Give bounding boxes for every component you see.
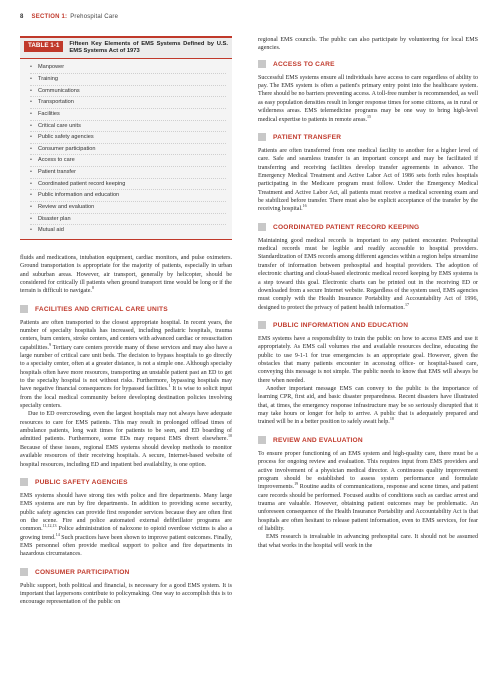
- page-number: 8: [20, 14, 24, 20]
- heading-facilities: FACILITIES AND CRITICAL CARE UNITS: [20, 305, 232, 314]
- heading-marker-icon: [258, 321, 266, 329]
- list-item: • Critical care units: [30, 121, 226, 133]
- intro-paragraph: fluids and medications, intubation equipment, cardiac monitors, and pulse oximeters. Ground transportation is appropriate for the majority of patients, especially in urban and suburban areas. However, air transport, generally by helicopter, should be considered for critically ill patients when ground transport time would be long or if the terrain is difficult to navigate.$^8$: [20, 254, 232, 295]
- list-item: • Public information and education: [30, 190, 226, 202]
- list-item: • Transportation: [30, 97, 226, 109]
- list-item: • Mutual aid: [30, 227, 64, 234]
- list-item: • Review and evaluation: [30, 202, 226, 214]
- heading-marker-icon: [258, 223, 266, 231]
- list-item: • Access to care: [30, 155, 226, 167]
- heading-marker-icon: [258, 60, 266, 68]
- heading-marker-icon: [258, 133, 266, 141]
- facilities-paragraph-2: Due to ED overcrowding, even the largest hospitals may not always have adequate resources to care for EMS patients. This may result in prolonged offload times of ambulance patients, long wait times for patients to be seen, and ED boarding of admitted patients. Furthermore, some EDs may request EMS divert elsewhere.$^{10}$ Because of these issues, regional EMS systems should develop methods to monitor available resources of their receiving hospitals. A secure, Internet-based website of hospital resources, including ED and inpatient bed availability, is one option.: [20, 411, 232, 468]
- list-item: • Public safety agencies: [30, 132, 226, 144]
- review-paragraph-1: To ensure proper functioning of an EMS system and high-quality care, there must be a process for ongoing review and evaluation. This requires input from EMS providers and active involvement of a physician medical director. A continuous quality improvement program should be established to assess system performance and formulate improvements.$^{19}$ Routine audits of communications, response and scene times, and patient care records should be performed. Focused audits of conditions such as cardiac arrest and trauma are valuable. However, obtaining patient outcomes may be problematic. An unforeseen consequence of the Health Insurance Portability and Accountability Act is that hospitals are often hesitant to release patient information, even to EMS services, for fear of liability.: [258, 450, 478, 532]
- list-item: • Patient transfer: [30, 167, 226, 179]
- heading-marker-icon: [20, 478, 28, 486]
- heading-access: ACCESS TO CARE: [258, 60, 478, 69]
- table-list: [20, 59, 232, 238]
- heading-transfer: PATIENT TRANSFER: [258, 133, 478, 142]
- public-info-paragraph-1: EMS systems have a responsibility to train the public on how to access EMS and use it appropriately. As EMS call volumes rise and available resources decline, educating the public to use 9-1-1 for true emergencies is an appropriate goal. However, given the obstacles that many patients encounter in accessing office- or hospital-based care, conveying this message is not simple. The public needs to know that EMS will always be there when needed.: [258, 335, 478, 384]
- access-paragraph: Successful EMS systems ensure all individuals have access to care regardless of ability to pay. The EMS system is often a patient's primary entry point into the healthcare system. There should be no barriers preventing access. A toll-free number is recommended, as well as easy population densities result in longer response times for some citizens, as in rural or wilderness areas. EMS telemedicine programs may be one way to bring high-level medical expertise to patients in remote areas.$^{15}$: [258, 74, 478, 123]
- heading-consumer: CONSUMER PARTICIPATION: [20, 568, 232, 577]
- transfer-paragraph: Patients are often transferred from one medical facility to another for a higher level of care. Safe and seamless transfer is an important concept and may be facilitated if transferring and receiving facilities develop transfer agreements in advance. The Emergency Medical Treatment and Active Labor Act of 1986 sets forth rules hospitals participating in the Medicare program must follow. Under the Emergency Medical Treatment and Active Labor Act, all patients must receive a medical screening exam and be stabilized before transfer. There must also be explicit acceptance of the transfer by the receiving hospital.$^{16}$: [258, 147, 478, 213]
- section-title: Prehospital Care: [70, 14, 119, 20]
- heading-public-info: PUBLIC INFORMATION AND EDUCATION: [258, 321, 478, 330]
- heading-public-safety: PUBLIC SAFETY AGENCIES: [20, 478, 232, 487]
- list-item: • Facilities: [30, 109, 226, 121]
- list-item: • Consumer participation: [30, 144, 226, 156]
- left-column: [20, 36, 232, 607]
- heading-review: REVIEW AND EVALUATION: [258, 436, 478, 445]
- list-item: • Training: [30, 74, 226, 86]
- list-item: • Coordinated patient record keeping: [30, 179, 226, 191]
- table-title: Fifteen Key Elements of EMS Systems Defined by U.S. EMS Systems Act of 1973: [69, 41, 228, 55]
- facilities-paragraph-1: Patients are often transported to the closest appropriate hospital. In recent years, the number of specialty hospitals has increased, including pediatric hospitals, trauma centers, burn centers, stroke centers, and centers with advanced cardiac or resuscitation capabilities.$^9$ Tertiary care centers provide many of these services and may also have a large number of critical care unit beds. The decision to bypass hospitals to go directly to a specialty center, often at a greater distance, is not a simple one. Although specialty hospitals often have more resources, transporting an unstable patient past an ED to get to the specialty hospital is not without risks. Furthermore, bypassing hospitals may have negative financial consequences for bypassed facilities.$^1$ It is wise to solicit input from the local medical community before developing destination policies involving specialty centers.: [20, 319, 232, 410]
- heading-records: COORDINATED PATIENT RECORD KEEPING: [258, 223, 478, 232]
- public-info-paragraph-2: Another important message EMS can convey to the public is the importance of learning CPR, first aid, and basic disaster preparedness. Recent disasters have illustrated that, at times, the emergency response infrastructure may be so seriously disrupted that it may take hours or longer for help to arrive. A public that is adequately prepared and trained will be in a better position to safely await help.$^{18}$: [258, 386, 478, 426]
- continued-paragraph: regional EMS councils. The public can also participate by volunteering for local EMS agencies.: [258, 37, 478, 52]
- running-header: [20, 10, 118, 24]
- table-header: [20, 38, 232, 59]
- table-1-1: [20, 36, 232, 240]
- heading-marker-icon: [258, 436, 266, 444]
- heading-marker-icon: [20, 305, 28, 313]
- list-item: • Communications: [30, 86, 226, 98]
- heading-marker-icon: [20, 568, 28, 576]
- consumer-paragraph: Public support, both political and financial, is necessary for a good EMS system. It is important that laypersons contribute to policymaking. One way to accomplish this is to encourage representation of the public on: [20, 582, 232, 606]
- section-label: SECTION 1:: [31, 14, 68, 20]
- right-column: [258, 36, 478, 550]
- list-item: • Disaster plan: [30, 214, 226, 226]
- records-paragraph: Maintaining good medical records is important to any patient encounter. Prehospital medical records must be legible and readily accessible to hospital providers. Standardization of EMS records among different agencies within a region helps streamline transfer of information between prehospital and hospital providers. The adoption of electronic charting and cloud-based electronic medical record keeping by EMS systems is a step toward this goal. Electronic charts can be printed out in the receiving ED or downloaded from a secure Internet website. Regardless of the system used, EMS agencies must comply with the Health Insurance Portability and Accountability Act of 1996, designed to protect the privacy of patient health information.$^{17}$: [258, 237, 478, 311]
- table-label: TABLE 1-1: [24, 41, 63, 52]
- list-item: • Manpower: [30, 62, 226, 74]
- public-safety-paragraph: EMS systems should have strong ties with police and fire departments. Many large EMS systems are run by fire departments. In addition to providing scene security, public safety agencies can provide first responder services because they are often first on the scene. Fire and police automated external defibrillator programs are common.$^{11,12,13}$ Police administration of naloxone to opioid overdose victims is also a growing trend.$^{14}$ Such practices have been shown to improve patient outcomes. Finally, EMS personnel often provide medical support to police and fire departments in hazardous circumstances.: [20, 492, 232, 558]
- review-paragraph-2: EMS research is invaluable in advancing prehospital care. It should not be assumed that what works in the hospital will work in the: [258, 534, 478, 549]
